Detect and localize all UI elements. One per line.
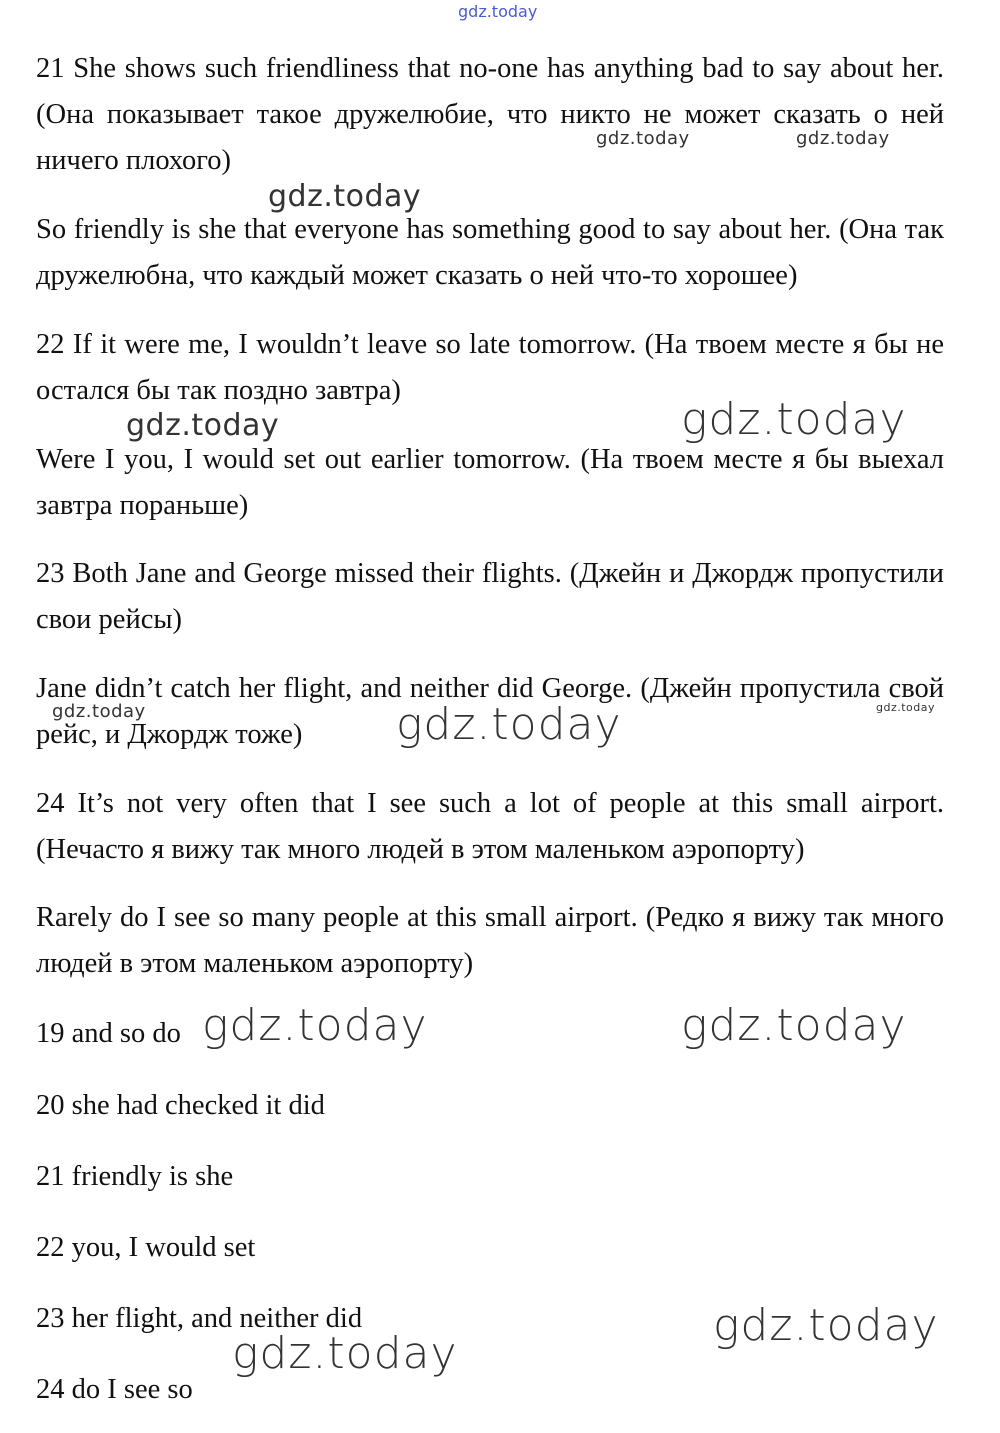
- watermark: gdz.today: [232, 1328, 458, 1379]
- watermark: gdz.today: [52, 701, 146, 722]
- watermark: gdz.today: [681, 394, 907, 445]
- sentence-rewritten-22: Were I you, I would set out earlier tomorrow. (На твоем месте я бы выехал завтра пораньше): [36, 444, 944, 521]
- watermark: gdz.today: [202, 1000, 428, 1051]
- sentence-original-22: 22 If it were me, I wouldn’t leave so late tomorrow. (На твоем месте я бы не остался бы так поздно завтра): [36, 329, 944, 406]
- watermark: gdz.today: [126, 408, 280, 443]
- watermark: gdz.today: [713, 1300, 939, 1351]
- answer-22: 22 you, I would set: [36, 1232, 256, 1263]
- watermark: gdz.today: [876, 701, 936, 714]
- watermark: gdz.today: [396, 699, 622, 750]
- answer-21: 21 friendly is she: [36, 1161, 234, 1192]
- sentence-original-21: 21 She shows such friendliness that no-one has anything bad to say about her. (Она показывает такое дружелюбие, что никто не может сказать о ней ничего плохого): [36, 53, 944, 176]
- sentence-original-24: 24 It’s not very often that I see such a lot of people at this small airport. (Нечасто я вижу так много людей в этом маленьком аэропорту): [36, 788, 944, 865]
- answer-23: 23 her flight, and neither did: [36, 1303, 363, 1334]
- watermark-header: gdz.today: [458, 2, 538, 21]
- watermark: gdz.today: [268, 179, 422, 214]
- watermark: gdz.today: [796, 128, 890, 149]
- sentence-rewritten-23: Jane didn’t catch her flight, and neither did George. (Джейн пропустила свой рейс, и Джордж тоже): [36, 673, 944, 750]
- watermark: gdz.today: [596, 128, 690, 149]
- watermark: gdz.today: [681, 1000, 907, 1051]
- answer-19: 19 and so do: [36, 1018, 181, 1049]
- answer-24: 24 do I see so: [36, 1374, 193, 1405]
- answer-20: 20 she had checked it did: [36, 1090, 325, 1121]
- sentence-rewritten-24: Rarely do I see so many people at this small airport. (Редко я вижу так много людей в этом маленьком аэропорту): [36, 902, 944, 979]
- sentence-rewritten-21: So friendly is she that everyone has something good to say about her. (Она так дружелюбна, что каждый может сказать о ней что-то хорошее): [36, 214, 944, 291]
- sentence-original-23: 23 Both Jane and George missed their flights. (Джейн и Джордж пропустили свои рейсы): [36, 558, 944, 635]
